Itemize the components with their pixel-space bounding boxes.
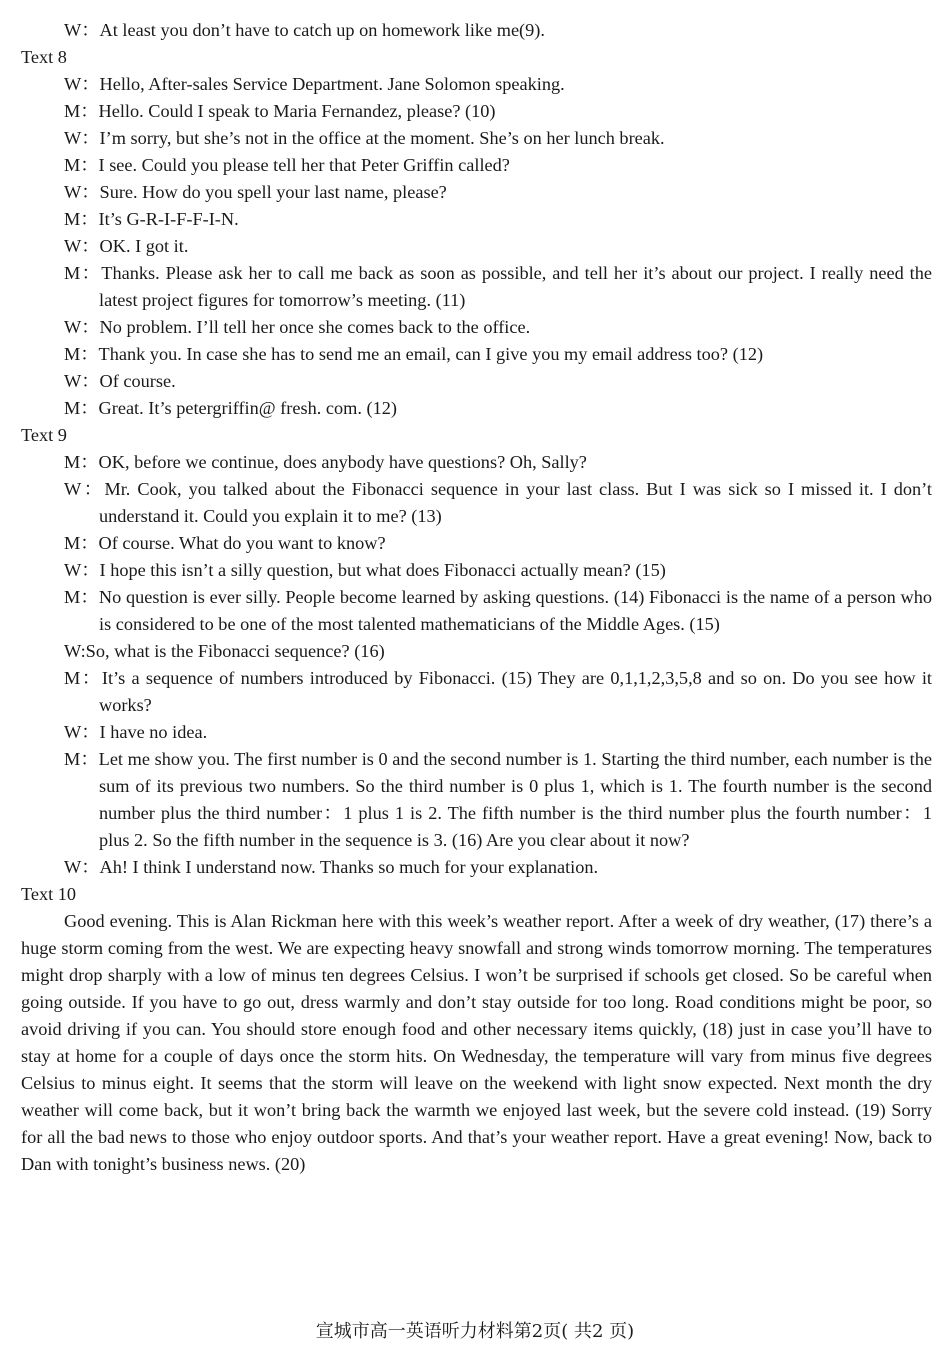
dialogue-line: M：Thank you. In case she has to send me an email, can I give you my email address too? (12): [64, 344, 764, 364]
dialogue-line: M：Let me show you. The first number is 0 and the second number is 1. Starting the third number, each number is the sum of its previous two numbers. So the third number is 0 plus 1, which is 1. The fourth number is the second number plus the third number：1 plus 1 is 2. The fifth number is the third number plus the fourth number：1 plus 2. So the fifth number in the sequence is 3. (16) Are you clear about it now?: [64, 749, 932, 850]
dialogue-line: W：Hello, After-sales Service Department. Jane Solomon speaking.: [64, 74, 565, 94]
monologue-paragraph: Good evening. This is Alan Rickman here with this week’s weather report. After a week of dry weather, (17) there’s a huge storm coming from the west. We are expecting heavy snowfall and strong winds tomorrow morning. The temperatures might drop sharply with a low of minus ten degrees Celsius. I won’t be surprised if schools get closed. So be careful when going outside. If you have to go out, dress warmly and don’t stay outside for too long. Road conditions might be poor, so avoid driving if you can. You should store enough food and other necessary items quickly, (18) just in case you’ll have to stay at home for a couple of days once the storm hits. On Wednesday, the temperature will vary from minus five degrees Celsius to minus eight. It seems that the storm will leave on the weekend with light snow expected. Next month the dry weather will come back, but it won’t bring back the warmth we enjoyed last week, but the severe cold instead. (19) Sorry for all the bad news to those who enjoy outdoor sports. And that’s your weather report. Have a great evening! Now, back to Dan with tonight’s business news. (20): [21, 911, 932, 1174]
dialogue-line: W：Sure. How do you spell your last name, please?: [64, 182, 447, 202]
transcript-body: [0, 17, 950, 1178]
dialogue-line: W：Of course.: [64, 371, 176, 391]
dialogue-line: M：No question is ever silly. People become learned by asking questions. (14) Fibonacci is the name of a person who is considered to be one of the most talented mathematicians of the Middle Ages. (15): [64, 587, 932, 634]
dialogue-line: W：Mr. Cook, you talked about the Fibonacci sequence in your last class. But I was sick so I missed it. I don’t understand it. Could you explain it to me? (13): [64, 479, 932, 526]
dialogue-line: W：No problem. I’ll tell her once she comes back to the office.: [64, 317, 531, 337]
dialogue-line: W:So, what is the Fibonacci sequence? (16): [64, 641, 385, 661]
dialogue-line: W：Ah! I think I understand now. Thanks so much for your explanation.: [64, 857, 599, 877]
dialogue-line: M：It’s a sequence of numbers introduced by Fibonacci. (15) They are 0,1,1,2,3,5,8 and so on. Do you see how it works?: [64, 668, 932, 715]
dialogue-line: M：I see. Could you please tell her that Peter Griffin called?: [64, 155, 510, 175]
section-heading: Text 8: [21, 47, 67, 67]
section-heading: Text 10: [21, 884, 77, 904]
page-footer: 宣城市高一英语听力材料第2页( 共2 页): [315, 1321, 635, 1342]
dialogue-line: W：I have no idea.: [64, 722, 208, 742]
dialogue-line: M：It’s G-R-I-F-F-I-N.: [64, 209, 239, 229]
dialogue-line: M：Hello. Could I speak to Maria Fernandez, please? (10): [64, 101, 496, 121]
dialogue-line: W：OK. I got it.: [64, 236, 189, 256]
dialogue-line: M：OK, before we continue, does anybody have questions? Oh, Sally?: [64, 452, 587, 472]
section-heading: Text 9: [21, 425, 67, 445]
dialogue-line: M：Thanks. Please ask her to call me back as soon as possible, and tell her it’s about our project. I really need the latest project figures for tomorrow’s meeting. (11): [64, 263, 932, 310]
dialogue-line: M：Of course. What do you want to know?: [64, 533, 386, 553]
dialogue-line: W：I hope this isn’t a silly question, but what does Fibonacci actually mean? (15): [64, 560, 666, 580]
dialogue-line: W：I’m sorry, but she’s not in the office at the moment. She’s on her lunch break.: [64, 128, 665, 148]
dialogue-line: W：At least you don’t have to catch up on homework like me(9).: [64, 20, 545, 40]
dialogue-line: M：Great. It’s petergriffin@ fresh. com. (12): [64, 398, 397, 418]
